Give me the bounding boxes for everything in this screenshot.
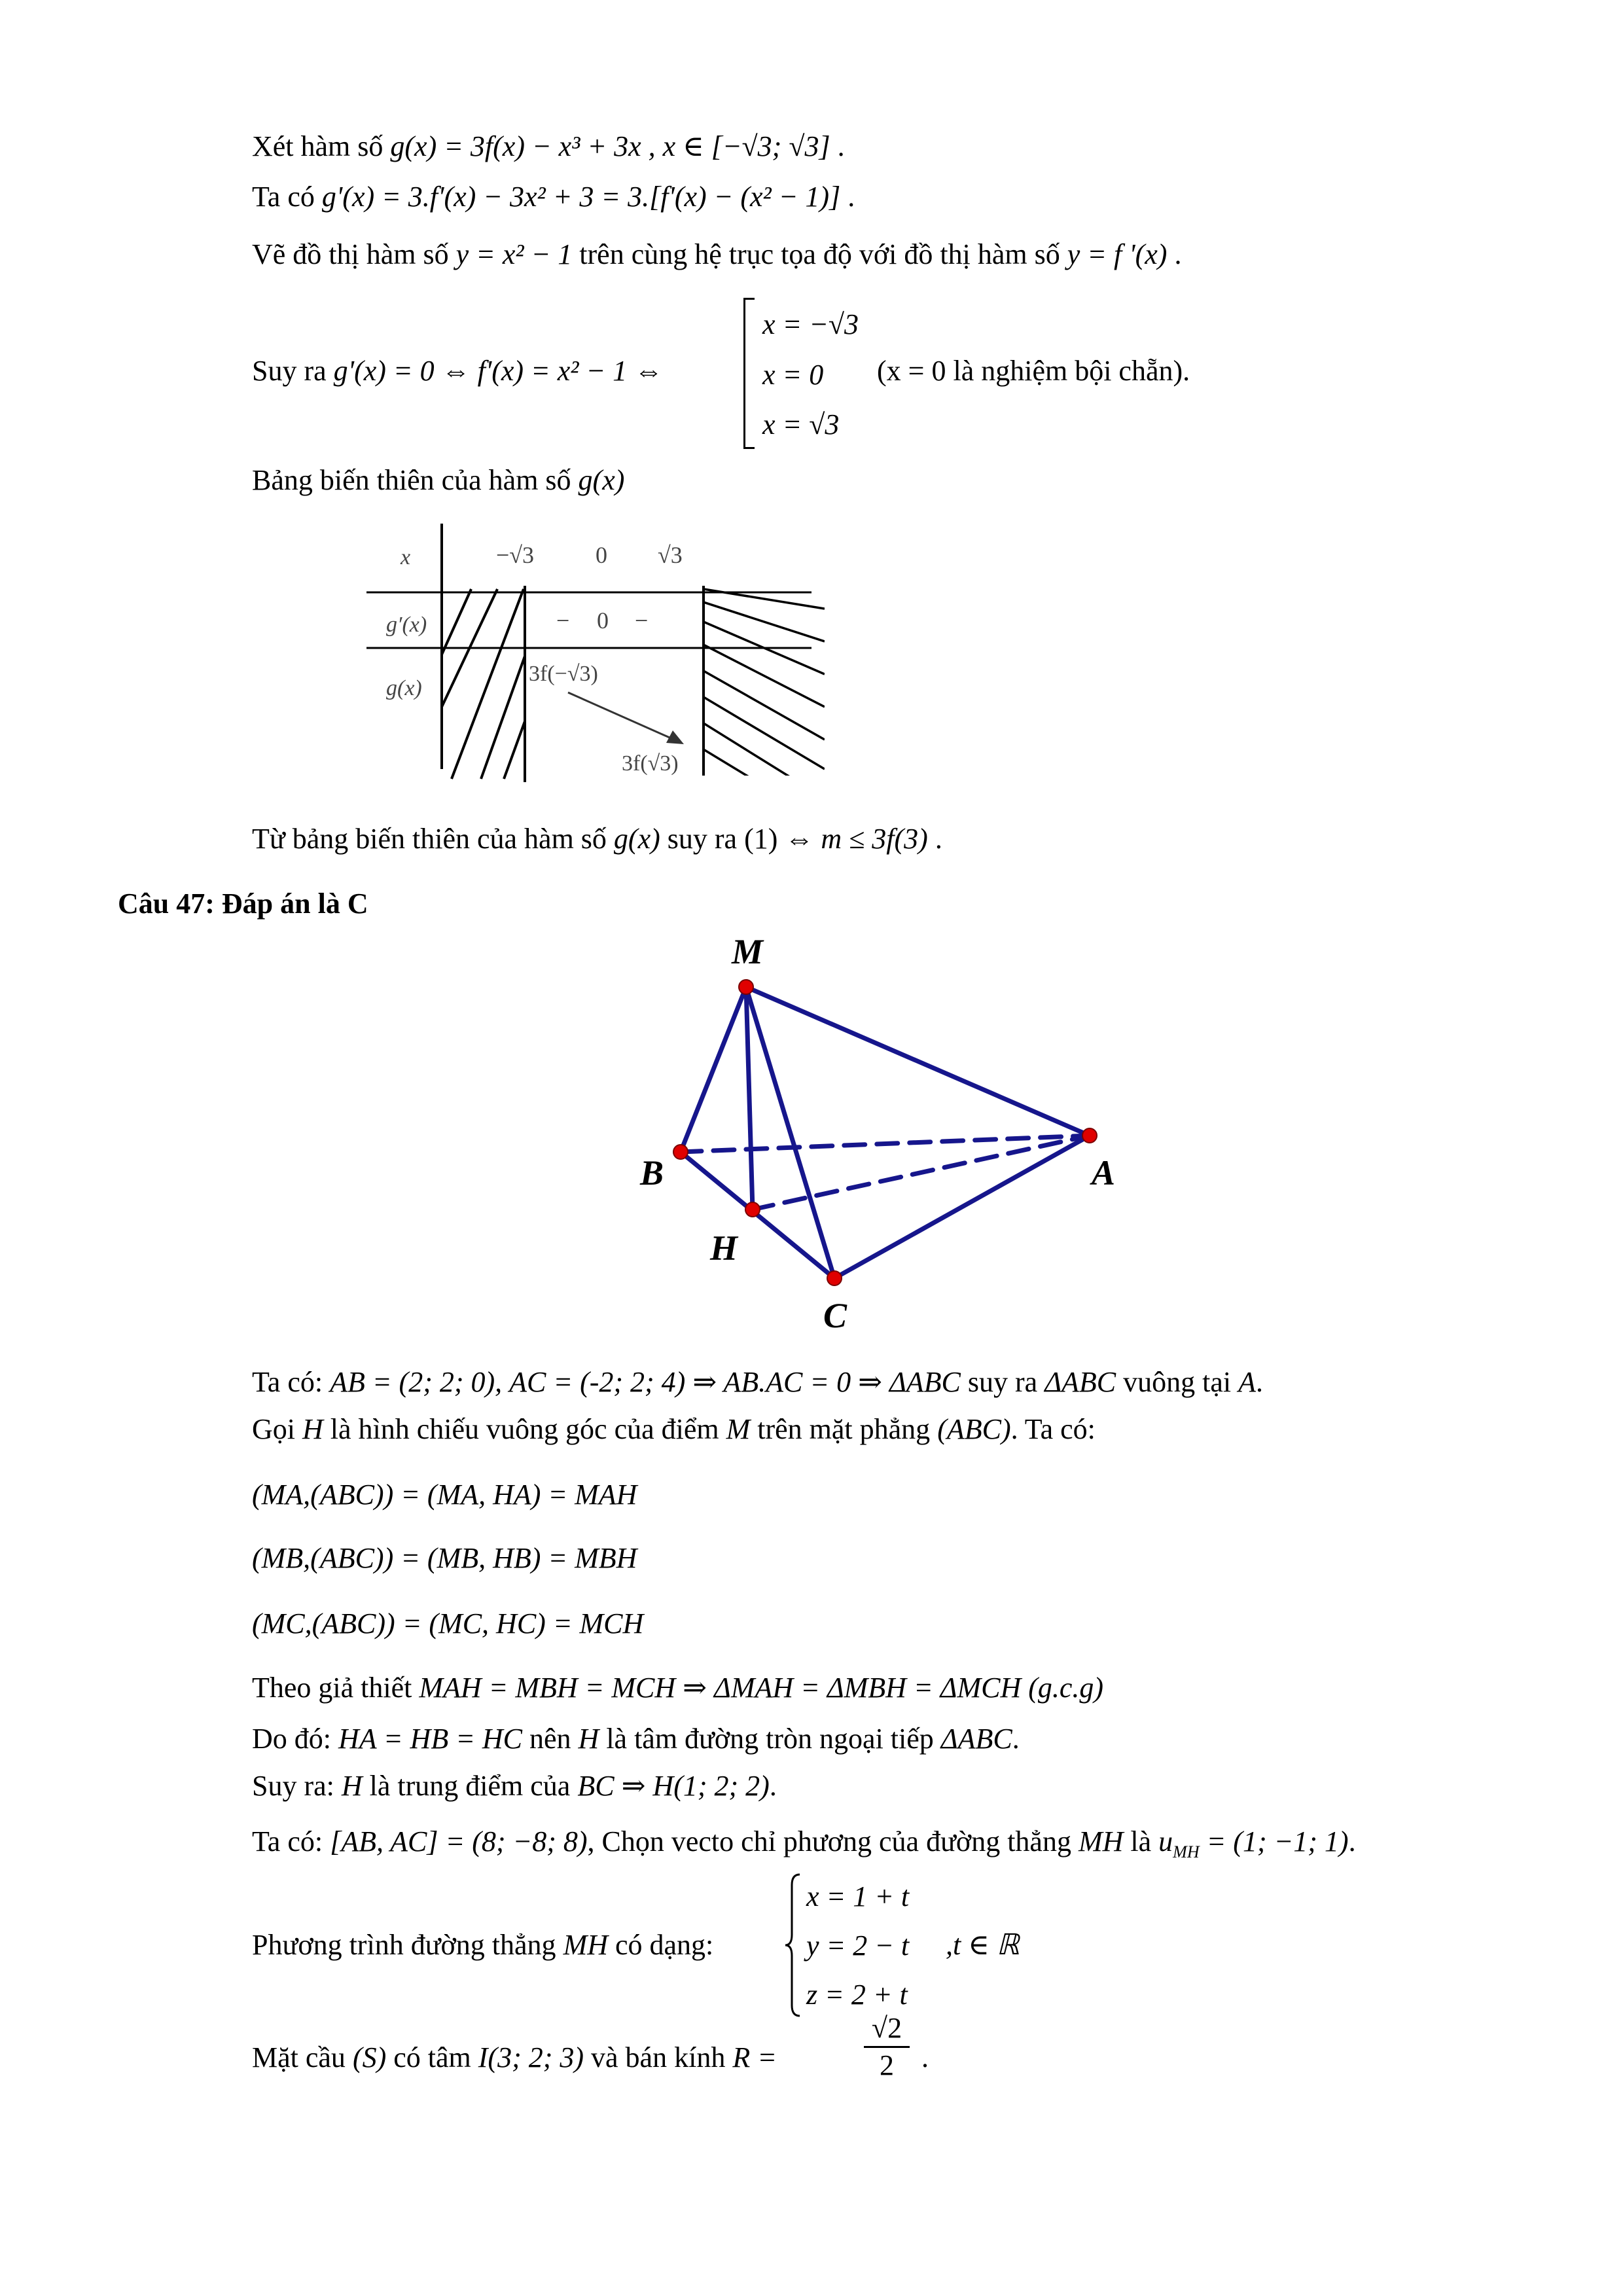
table-label-g: g(x) bbox=[386, 676, 422, 700]
radius-fraction bbox=[864, 2011, 910, 2083]
param-y: y = 2 − t bbox=[806, 1929, 910, 1962]
line-table-title: Bảng biến thiên của hàm số g(x) bbox=[252, 464, 625, 496]
math-g-derivative: g'(x) = 3.f'(x) − 3x² + 3 = 3.[f'(x) − (x² − 1)] bbox=[321, 181, 841, 213]
label-B: B bbox=[640, 1153, 664, 1193]
hatch-left bbox=[442, 589, 530, 779]
hatch-right bbox=[704, 589, 825, 785]
edge-MB bbox=[681, 987, 746, 1152]
cases-bracket bbox=[743, 298, 755, 449]
table-label-x: x bbox=[401, 545, 411, 569]
line-equation-intro: Phương trình đường thẳng MH có dạng: bbox=[252, 1929, 714, 1961]
line-vectors: Ta có: AB = (2; 2; 0), AC = (-2; 2; 4) ⇒ AB.AC = 0 ⇒ ΔABC suy ra ΔABC vuông tại A. bbox=[252, 1366, 1263, 1398]
line-angle-MC: (MC,(ABC)) = (MC, HC) = MCH bbox=[252, 1607, 644, 1640]
line-sphere: Mặt cầu (S) có tâm I(3; 2; 3) và bán kính R = bbox=[252, 2041, 777, 2073]
line-conclusion: Từ bảng biến thiên của hàm số g(x) suy ra (1) ⇔ m ≤ 3f(3) . bbox=[252, 823, 942, 855]
point-H bbox=[745, 1202, 760, 1217]
table-x-val-1: −√3 bbox=[496, 542, 535, 568]
math-g-definition: g(x) = 3f(x) − x³ + 3x , x ∈ [−√3; √3] bbox=[390, 130, 830, 162]
line-circumcenter: Do đó: HA = HB = HC nên H là tâm đường tròn ngoại tiếp ΔABC. bbox=[252, 1723, 1020, 1755]
table-x-val-2: 0 bbox=[596, 542, 607, 568]
root-case-1: x = −√3 bbox=[762, 308, 859, 340]
root-case-2: x = 0 bbox=[762, 359, 824, 391]
line-direction-vector: Ta có: [AB, AC] = (8; −8; 8), Chọn vecto chỉ phương của đường thẳng MH là $u_{MH} = (1$; −1; 1). bbox=[252, 1825, 1356, 1861]
root-case-3: x = √3 bbox=[762, 408, 840, 440]
table-g-bottom: 3f(√3) bbox=[622, 751, 679, 776]
curly-brace bbox=[784, 1872, 804, 2019]
line-roots: Suy ra g'(x) = 0 ⇔ f'(x) = x² − 1 ⇔ bbox=[252, 355, 664, 387]
table-gp-val-3: − bbox=[635, 607, 649, 634]
question-47-heading: Câu 47: Đáp án là C bbox=[118, 888, 368, 920]
label-A: A bbox=[1092, 1153, 1116, 1193]
label-C: C bbox=[823, 1296, 847, 1335]
pyramid-figure bbox=[622, 916, 1145, 1342]
sphere-period: . bbox=[921, 2041, 929, 2073]
label-H: H bbox=[710, 1229, 738, 1268]
point-C bbox=[827, 1271, 842, 1285]
parametric-cases bbox=[806, 1872, 909, 2019]
math-parabola: y = x² − 1 bbox=[455, 238, 573, 270]
math-fprime: y = f '(x) bbox=[1067, 238, 1168, 270]
point-A bbox=[1082, 1128, 1097, 1143]
line-midpoint: Suy ra: H là trung điểm của BC ⇒ H(1; 2; 2). bbox=[252, 1770, 777, 1802]
fraction-numerator: √2 bbox=[871, 2012, 902, 2044]
edge-CA bbox=[834, 1136, 1090, 1278]
param-x: x = 1 + t bbox=[806, 1880, 910, 1912]
line-draw-graph: Vẽ đồ thị hàm số y = x² − 1 trên cùng hệ trục tọa độ với đồ thị hàm số y = f '(x) . bbox=[252, 238, 1182, 270]
root-note: (x = 0 là nghiệm bội chẵn). bbox=[877, 355, 1190, 387]
edge-MA bbox=[746, 987, 1090, 1136]
line-hypothesis: Theo giả thiết MAH = MBH = MCH ⇒ ΔMAH = ΔMBH = ΔMCH (g.c.g) bbox=[252, 1672, 1104, 1704]
point-B bbox=[673, 1145, 688, 1159]
table-g-top: 3f(−√3) bbox=[529, 662, 598, 686]
line-angle-MA: (MA,(ABC)) = (MA, HA) = MAH bbox=[252, 1479, 637, 1511]
line-angle-MB: (MB,(ABC)) = (MB, HB) = MBH bbox=[252, 1542, 637, 1574]
table-gp-val-2: 0 bbox=[597, 607, 609, 634]
roots-cases bbox=[762, 298, 859, 451]
point-M bbox=[739, 980, 753, 994]
table-x-val-3: √3 bbox=[658, 542, 683, 568]
line-derivative: Ta có g'(x) = 3.f'(x) − 3x² + 3 = 3.[f'(x) − (x² − 1)] . bbox=[252, 181, 855, 213]
line-projection: Gọi H là hình chiếu vuông góc của điểm M trên mặt phẳng (ABC). Ta có: bbox=[252, 1413, 1096, 1445]
variation-table bbox=[366, 524, 825, 785]
math-root-equation: g'(x) = 0 ⇔ f'(x) = x² − 1 ⇔ bbox=[333, 355, 664, 387]
table-label-gprime: g′(x) bbox=[386, 613, 427, 637]
label-M: M bbox=[732, 932, 764, 971]
table-gp-val-1: − bbox=[556, 607, 570, 634]
edge-MC bbox=[746, 987, 834, 1278]
param-z: z = 2 + t bbox=[806, 1979, 908, 2011]
line-consider-function: Xét hàm số g(x) = 3f(x) − x³ + 3x , x ∈ [−√3; √3] . bbox=[252, 130, 845, 162]
fraction-denominator: 2 bbox=[864, 2046, 910, 2083]
param-domain: ,t ∈ ℝ bbox=[946, 1929, 1020, 1961]
decreasing-arrow bbox=[568, 692, 674, 740]
edge-MH bbox=[746, 987, 753, 1210]
